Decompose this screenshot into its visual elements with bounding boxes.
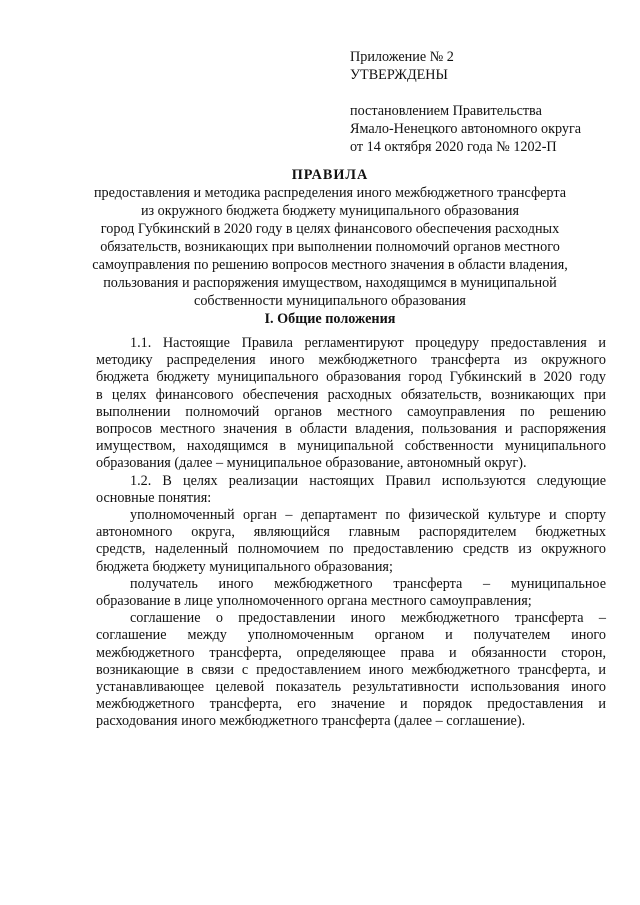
resolution-line-3: от 14 октября 2020 года № 1202-П <box>350 139 557 155</box>
approved-label: УТВЕРЖДЕНЫ <box>350 67 448 83</box>
body-line: основные понятия: <box>96 489 212 506</box>
body-line: имуществом, находящимся в муниципальной собственности муниципального <box>96 438 606 455</box>
body-line: средств, наделенный полномочием по предоставлению средств из окружного <box>96 541 606 558</box>
header-spacer <box>350 84 620 102</box>
subtitle-line: предоставления и методика распределения иного межбюджетного трансферта <box>93 185 567 201</box>
subtitle-line: из окружного бюджета бюджету муниципального образования <box>140 203 520 219</box>
subtitle-line: пользования и распоряжения имуществом, находящимся в муниципальной <box>103 275 557 291</box>
section-heading: I. Общие положения <box>264 311 396 327</box>
body-line: выполнении полномочий органов местного самоуправления по решению <box>96 403 606 420</box>
resolution-line-2: Ямало-Ненецкого автономного округа <box>350 121 582 137</box>
body-line: межбюджетного трансферта, определяющее права и обязанности сторон, <box>96 644 606 661</box>
body-line: автономного округа, являющийся главным распорядителем бюджетных <box>96 524 606 541</box>
body-line: получатель иного межбюджетного трансферта – муниципальное <box>130 575 606 592</box>
subtitle-line: город Губкинский в 2020 году в целях финансового обеспечения расходных <box>100 221 560 237</box>
body-line: образование в лице уполномоченного органа местного самоуправления; <box>96 593 532 610</box>
appendix-number: Приложение № 2 <box>350 49 454 65</box>
body-line: бюджета бюджету муниципального образования город Губкинский в 2020 году <box>96 369 606 386</box>
body-line: 1.1. Настоящие Правила регламентируют процедуру предоставления и <box>130 335 606 351</box>
document-title <box>60 166 600 310</box>
body-line: методику распределения иного межбюджетного трансферта из окружного <box>96 352 606 369</box>
body-line: 1.2. В целях реализации настоящих Правил используются следующие <box>130 472 606 489</box>
section-body <box>96 335 606 731</box>
subtitle-line: собственности муниципального образования <box>194 293 466 309</box>
body-line: устанавливающее целевой показатель результативности использования иного <box>96 679 606 696</box>
title-main: ПРАВИЛА <box>291 167 369 183</box>
resolution-line-1: постановлением Правительства <box>350 103 542 119</box>
body-line: соглашение между уполномоченным органом и получателем иного <box>96 627 606 644</box>
body-line: бюджета бюджету муниципального образования; <box>96 558 393 575</box>
approval-header <box>350 48 620 156</box>
body-line: вопросов местного значения в области владения, пользования и распоряжения <box>96 421 606 438</box>
body-line: уполномоченный орган – департамент по физической культуре и спорту <box>130 507 606 524</box>
body-line: расходования иного межбюджетного трансферта (далее – соглашение). <box>96 713 526 730</box>
body-line: возникающие в связи с предоставлением иного межбюджетного трансферта, и <box>96 661 606 678</box>
body-line: образования (далее – муниципальное образование, автономный округ). <box>96 455 527 472</box>
body-line: соглашение о предоставлении иного межбюджетного трансферта – <box>130 610 606 627</box>
subtitle-line: обязательств, возникающих при выполнении полномочий органов местного <box>100 239 560 255</box>
body-line: межбюджетного трансферта, его значение и порядок предоставления и <box>96 696 606 713</box>
subtitle-line: самоуправления по решению вопросов местного значения в области владения, <box>92 257 568 273</box>
body-line: в целях финансового обеспечения расходных обязательств, возникающих при <box>96 386 606 403</box>
